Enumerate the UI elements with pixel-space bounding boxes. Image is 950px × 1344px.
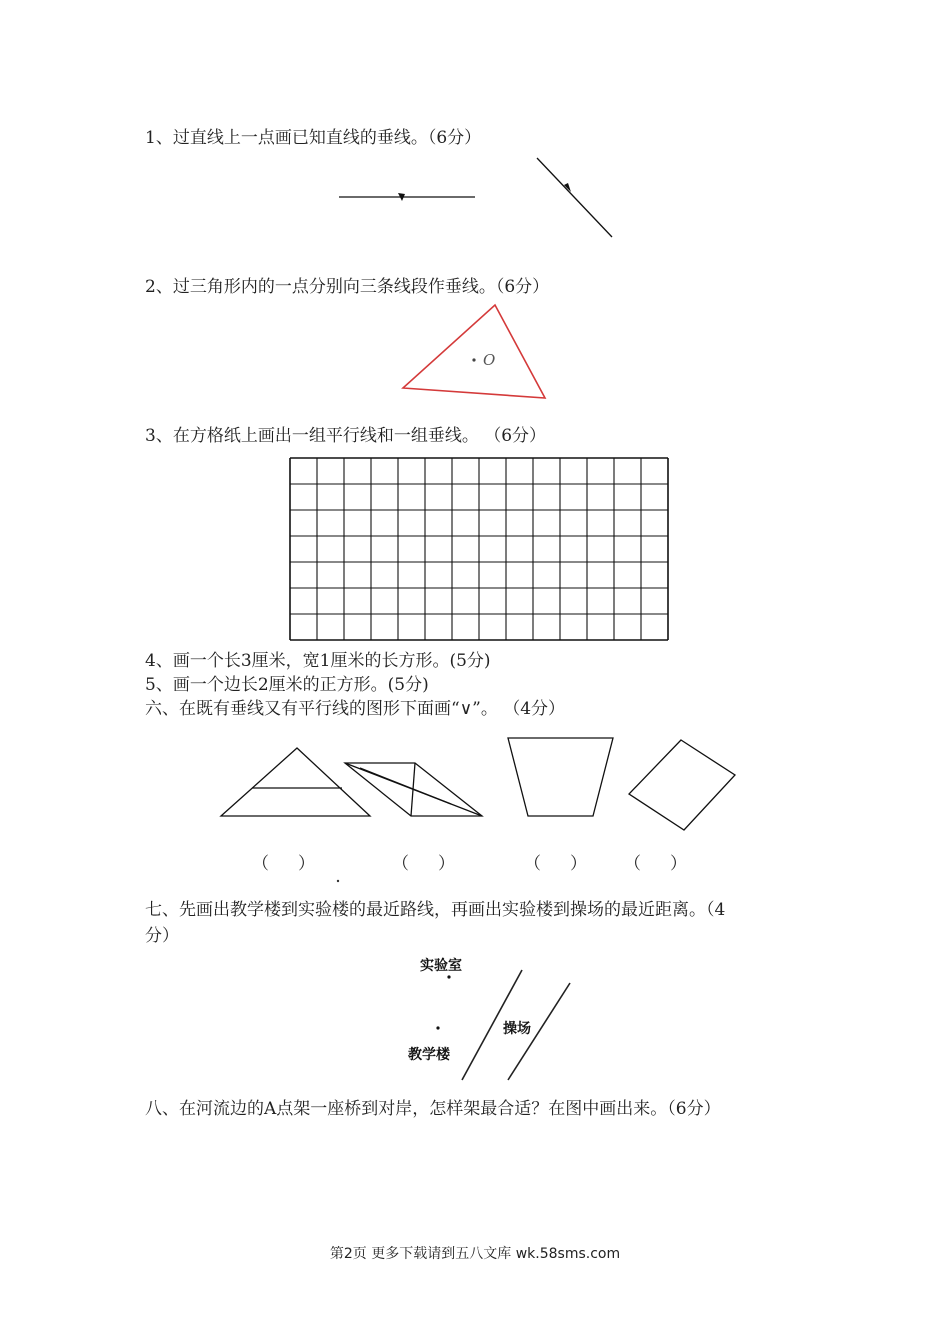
stray-dot — [335, 878, 341, 884]
answer-paren-2[interactable]: （ ） — [392, 854, 461, 874]
square-grid-paper — [286, 456, 674, 644]
answer-paren-4[interactable]: （ ） — [624, 854, 693, 874]
question-3: 3、在方格纸上画出一组平行线和一组垂线。 （6分） — [145, 426, 547, 446]
answer-paren-3[interactable]: （ ） — [524, 854, 593, 874]
label-lab: 实验室 — [420, 958, 462, 974]
shape-rotated-square — [629, 740, 735, 830]
q1-lines-figure — [330, 150, 620, 245]
question-4: 4、画一个长3厘米，宽1厘米的长方形。(5分) — [145, 651, 491, 671]
question-2: 2、过三角形内的一点分别向三条线段作垂线。（6分） — [145, 277, 550, 297]
question-1: 1、过直线上一点画已知直线的垂线。（6分） — [145, 128, 482, 148]
point-o-label: O — [483, 351, 496, 369]
shape-trapezoid — [508, 738, 613, 816]
shape-parallelogram — [345, 763, 482, 816]
question-7-line2: 分） — [145, 926, 179, 946]
question-7-line1: 七、先画出教学楼到实验楼的最近路线，再画出实验楼到操场的最近距离。（4 — [145, 900, 726, 920]
q6-shapes-figure — [215, 730, 745, 835]
label-teaching-building: 教学楼 — [408, 1047, 450, 1063]
page-footer: 第2页 更多下载请到五八文库 wk.58sms.com — [329, 1246, 621, 1262]
question-6: 六、在既有垂线又有平行线的图形下面画“∨”。 （4分） — [145, 699, 566, 719]
question-5: 5、画一个边长2厘米的正方形。(5分) — [145, 675, 429, 695]
q2-triangle-figure — [398, 300, 553, 405]
answer-paren-1[interactable]: （ ） — [252, 854, 321, 874]
label-playground: 操场 — [503, 1021, 531, 1037]
question-8: 八、在河流边的A点架一座桥到对岸，怎样架最合适？在图中画出来。（6分） — [145, 1099, 721, 1119]
shape-triangle — [221, 748, 370, 816]
